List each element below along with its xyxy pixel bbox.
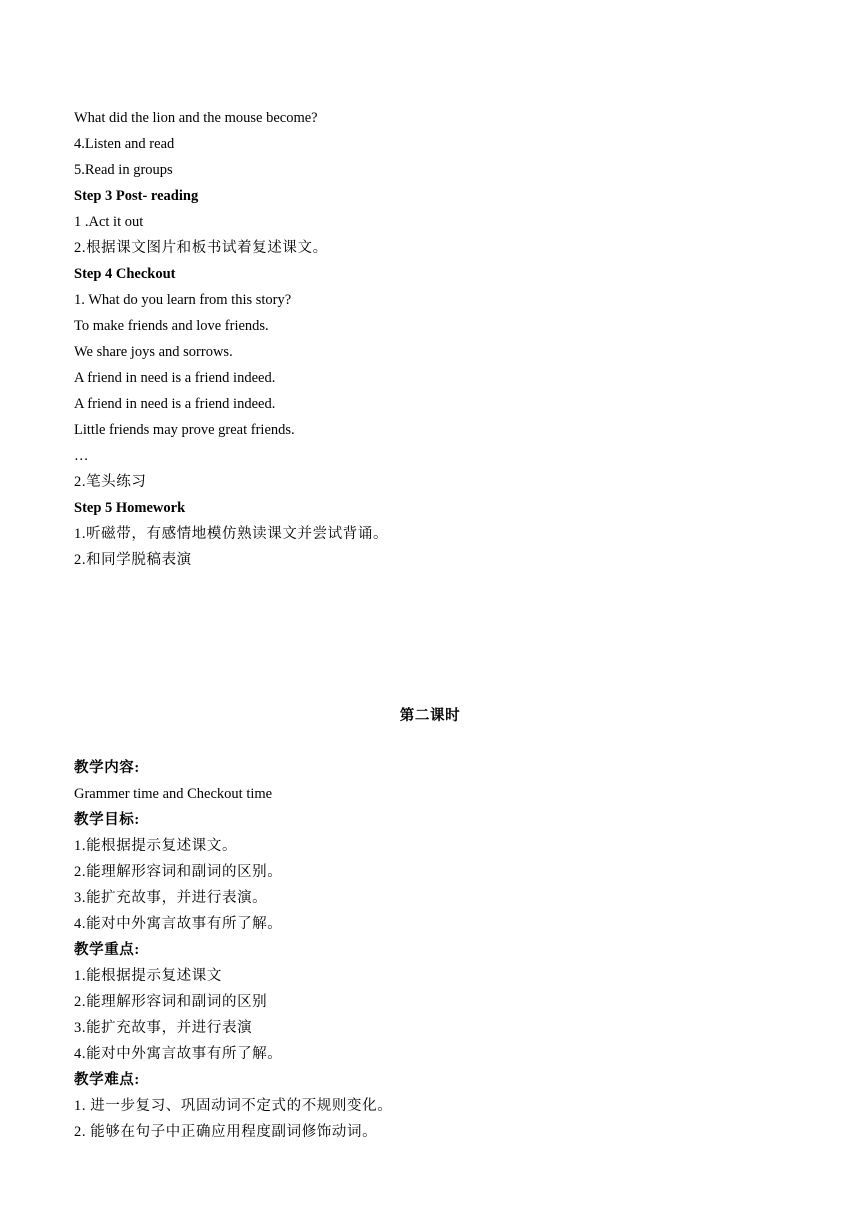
text-line: Grammer time and Checkout time (74, 786, 273, 802)
lesson-title: 第二课时 (399, 708, 461, 724)
text-line: 3.能扩充故事，并进行表演。 (74, 890, 268, 906)
text-line: We share joys and sorrows. (74, 344, 233, 360)
section-heading: Step 5 Homework (74, 500, 186, 516)
text-line: A friend in need is a friend indeed. (74, 396, 276, 412)
text-line: 2.根据课文图片和板书试着复述课文。 (74, 240, 328, 256)
text-line: Little friends may prove great friends. (74, 422, 295, 438)
text-line: 5.Read in groups (74, 162, 173, 178)
text-line: 4.Listen and read (74, 136, 175, 152)
text-line: 2.能理解形容词和副词的区别。 (74, 864, 283, 880)
lesson-two-content (74, 755, 786, 1145)
text-line: 2.能理解形容词和副词的区别 (74, 994, 268, 1010)
section-heading: 教学难点: (74, 1072, 140, 1088)
section-heading: Step 3 Post- reading (74, 188, 199, 204)
text-line: 1.听磁带，有感情地模仿熟读课文并尝试背诵。 (74, 526, 389, 542)
text-line: 2.笔头练习 (74, 474, 147, 490)
text-line: 1. What do you learn from this story? (74, 292, 292, 308)
text-line: What did the lion and the mouse become? (74, 110, 318, 126)
text-line: 2.和同学脱稿表演 (74, 552, 192, 568)
section-heading: Step 4 Checkout (74, 266, 176, 282)
text-line: 1 .Act it out (74, 214, 144, 230)
text-line: 4.能对中外寓言故事有所了解。 (74, 916, 283, 932)
section-heading: 教学内容: (74, 760, 140, 776)
text-line: 1.能根据提示复述课文 (74, 968, 222, 984)
text-line: 2. 能够在句子中正确应用程度副词修饰动词。 (74, 1124, 378, 1140)
section-heading: 教学重点: (74, 942, 140, 958)
lesson-one-continuation (74, 105, 786, 573)
text-line: 3.能扩充故事，并进行表演 (74, 1020, 253, 1036)
text-line: … (74, 448, 89, 464)
text-line: 1.能根据提示复述课文。 (74, 838, 238, 854)
text-line: To make friends and love friends. (74, 318, 269, 334)
text-line: 4.能对中外寓言故事有所了解。 (74, 1046, 283, 1062)
text-line: A friend in need is a friend indeed. (74, 370, 276, 386)
text-line: 1. 进一步复习、巩固动词不定式的不规则变化。 (74, 1098, 393, 1114)
section-heading: 教学目标: (74, 812, 140, 828)
